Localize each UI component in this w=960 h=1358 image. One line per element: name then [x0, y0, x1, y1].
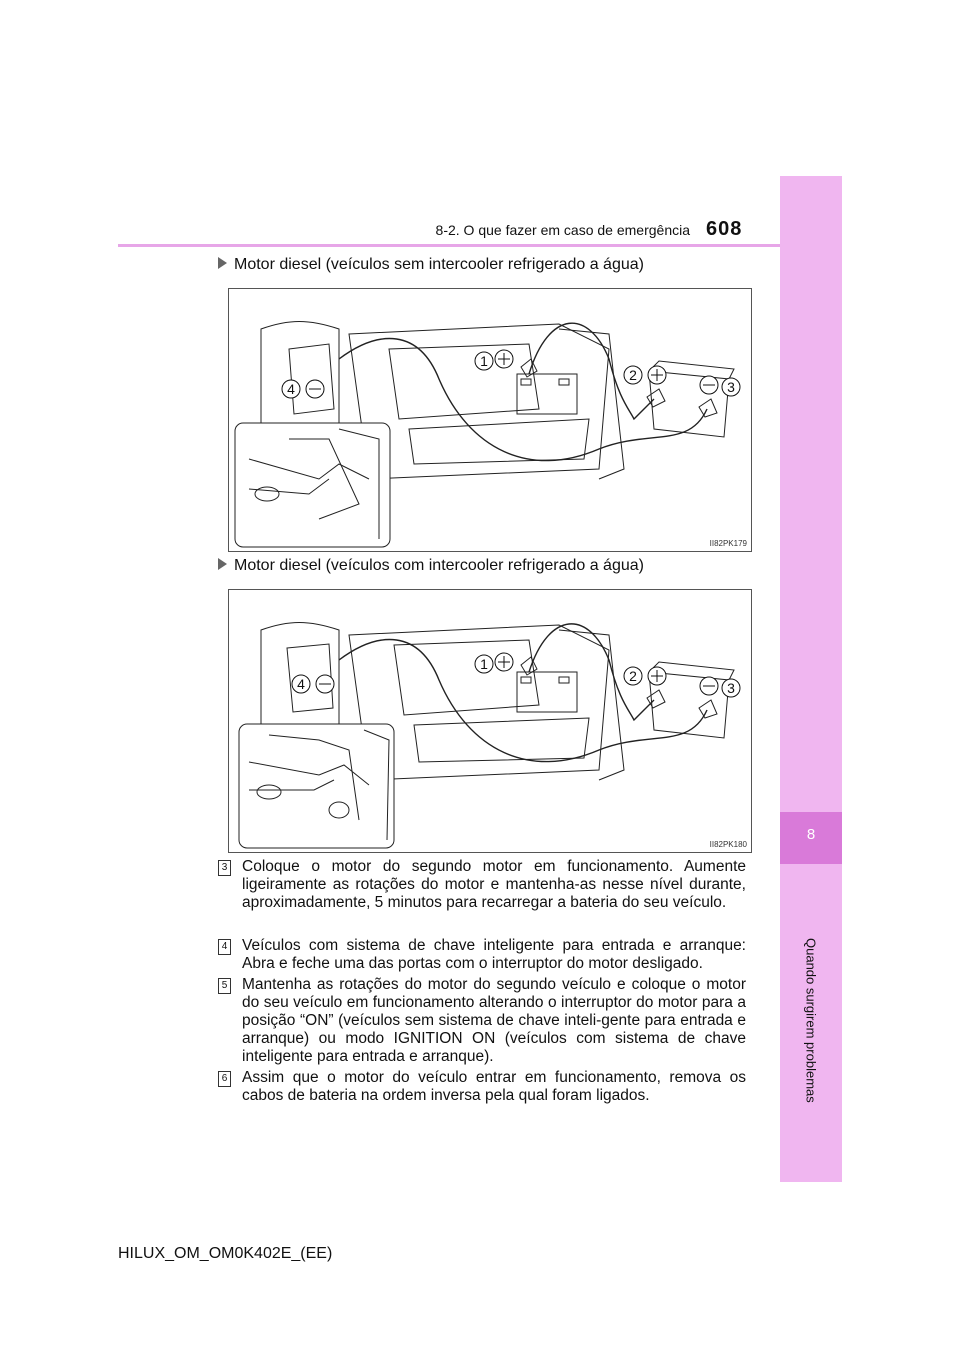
section-title: 8-2. O que fazer em caso de emergência	[435, 222, 690, 238]
figure-2-engine-diagram	[228, 589, 752, 853]
chapter-number: 8	[806, 826, 816, 843]
step-3	[218, 858, 746, 912]
figure-1-code: II82PK179	[709, 539, 747, 548]
step-number-badge: 5	[218, 978, 231, 994]
figure-1-engine-diagram	[228, 288, 752, 552]
step-text: Coloque o motor do segundo motor em funcionamento. Aumente ligeiramente as rotações do motor e mantenha-as nesse nível durante, aproximadamente, 5 minutos para recarregar a bateria do seu veículo.	[242, 858, 746, 911]
figure-1-callout-2: 2	[629, 367, 637, 383]
step-text: Mantenha as rotações do motor do segundo veículo e coloque o motor do seu veículo em funcionamento alterando o interruptor do motor para a posição “ON” (veículos sem sistema de chave inteli-gente para entrada e arranque) ou modo IGNITION ON (veículos com sistema de chave inteligente para entrada e arranque).	[242, 976, 746, 1065]
figure-1-illustration	[229, 289, 751, 551]
step-number-badge: 3	[218, 860, 231, 876]
page-number: 608	[706, 218, 743, 240]
step-5	[218, 976, 746, 1066]
step-text: Assim que o motor do veículo entrar em funcionamento, remova os cabos de bateria na ordem inversa pela qual foram ligados.	[242, 1069, 746, 1104]
figure-1-callout-3: 3	[727, 379, 735, 395]
step-4	[218, 937, 746, 973]
chapter-title-container	[780, 870, 842, 1170]
step-6	[218, 1069, 746, 1105]
figure-2-callout-1: 1	[480, 656, 488, 672]
figure-2-callout-2: 2	[629, 668, 637, 684]
figure-2-callout-3: 3	[727, 680, 735, 696]
caption-triangle-icon	[218, 558, 227, 570]
header-divider	[118, 244, 780, 247]
figure-1-callout-4: 4	[287, 381, 295, 397]
model-code-footer: HILUX_OM_OM0K402E_(EE)	[118, 1245, 333, 1262]
figure-1-caption-text: Motor diesel (veículos sem intercooler refrigerado a água)	[234, 256, 644, 273]
figure-2-code: II82PK180	[709, 840, 747, 849]
figure-2-illustration	[229, 590, 751, 852]
figure-2-callout-4: 4	[297, 676, 305, 692]
figure-1-caption	[218, 256, 644, 274]
caption-triangle-icon	[218, 257, 227, 269]
step-text: Veículos com sistema de chave inteligente para entrada e arranque: Abra e feche uma das portas com o interruptor do motor desligado.	[242, 937, 746, 972]
figure-1-callout-1: 1	[480, 353, 488, 369]
step-number-badge: 6	[218, 1071, 231, 1087]
figure-2-caption	[218, 557, 644, 575]
step-number-badge: 4	[218, 939, 231, 955]
figure-2-caption-text: Motor diesel (veículos com intercooler refrigerado a água)	[234, 557, 644, 574]
chapter-title: Quando surgirem problemas	[803, 937, 819, 1103]
